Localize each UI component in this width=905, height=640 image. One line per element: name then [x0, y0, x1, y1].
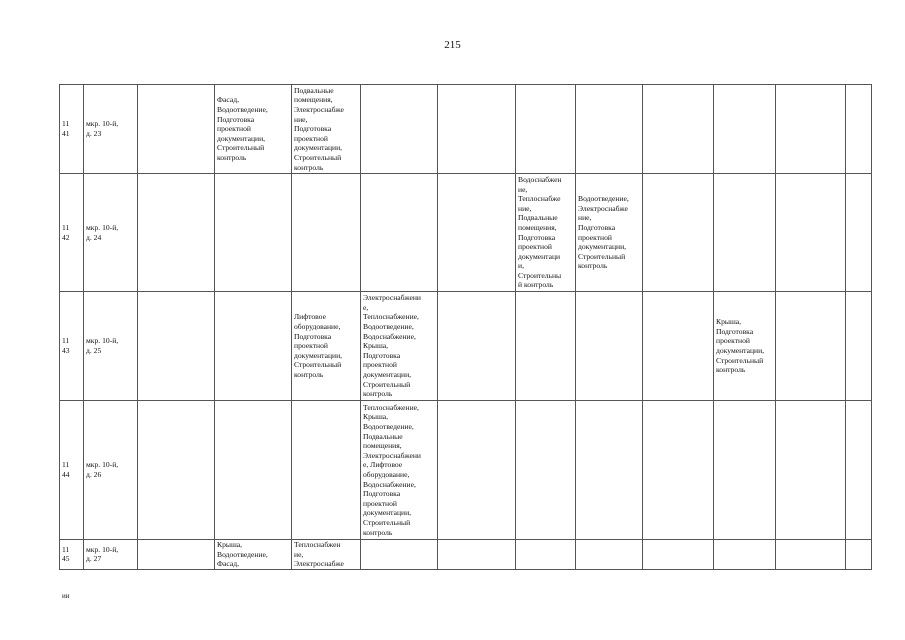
table-row: [60, 85, 872, 174]
work-cell: [776, 401, 846, 540]
work-cell: Водоснабжен ие, Теплоснабже ние, Подвальные помещения, Подготовка проектной документаци и, Строительны й контроль: [516, 174, 576, 292]
work-cell: [846, 540, 872, 570]
work-cell: [292, 174, 361, 292]
page-number: 215: [444, 39, 461, 51]
footer-mark: ии: [62, 592, 70, 600]
work-cell: Электроснабжени e, Теплоснабжение, Водоотведение, Водоснабжение, Крыша, Подготовка проектной документации, Строительный контроль: [361, 292, 438, 401]
work-cell: [438, 85, 516, 174]
work-cell: [576, 401, 643, 540]
work-cell: [516, 292, 576, 401]
work-cell: Теплоснабжен ие, Электроснабже: [292, 540, 361, 570]
work-cell: Крыша, Водоотведение, Фасад,: [215, 540, 292, 570]
work-cell: [292, 401, 361, 540]
work-cell: [138, 85, 215, 174]
table-row: [60, 401, 872, 540]
work-schedule-table: [59, 84, 872, 570]
work-cell: [846, 401, 872, 540]
work-cell: [776, 174, 846, 292]
work-cell: [361, 174, 438, 292]
work-cell: [776, 292, 846, 401]
work-cell: [714, 174, 776, 292]
work-cell: [138, 292, 215, 401]
work-cell: [714, 540, 776, 570]
address-cell: мкр. 10-й, д. 24: [84, 174, 138, 292]
work-cell: [846, 85, 872, 174]
work-cell: Водоотведение, Электроснабже ние, Подготовка проектной документации, Строительный контроль: [576, 174, 643, 292]
work-cell: [361, 85, 438, 174]
table-row: [60, 540, 872, 570]
work-cell: [576, 85, 643, 174]
work-cell: [438, 401, 516, 540]
work-cell: [516, 540, 576, 570]
address-cell: мкр. 10-й, д. 23: [84, 85, 138, 174]
table-row: [60, 292, 872, 401]
work-cell: [714, 85, 776, 174]
row-number: 11 44: [60, 401, 84, 540]
work-cell: [776, 85, 846, 174]
work-cell: [138, 540, 215, 570]
address-cell: мкр. 10-й, д. 27: [84, 540, 138, 570]
table-row: [60, 174, 872, 292]
work-cell: [215, 292, 292, 401]
work-cell: Крыша, Подготовка проектной документации, Строительный контроль: [714, 292, 776, 401]
work-cell: [846, 174, 872, 292]
work-cell: Подвальные помещения, Электроснабже ние, Подготовка проектной документации, Строительный контроль: [292, 85, 361, 174]
work-cell: [438, 174, 516, 292]
row-number: 11 42: [60, 174, 84, 292]
work-cell: Лифтовое оборудование, Подготовка проектной документации, Строительный контроль: [292, 292, 361, 401]
work-cell: [643, 174, 714, 292]
work-cell: [215, 401, 292, 540]
work-cell: [516, 85, 576, 174]
work-cell: [643, 401, 714, 540]
work-cell: [846, 292, 872, 401]
work-cell: [138, 401, 215, 540]
row-number: 11 41: [60, 85, 84, 174]
work-cell: [576, 540, 643, 570]
work-cell: [138, 174, 215, 292]
address-cell: мкр. 10-й, д. 26: [84, 401, 138, 540]
row-number: 11 43: [60, 292, 84, 401]
work-cell: [714, 401, 776, 540]
address-cell: мкр. 10-й, д. 25: [84, 292, 138, 401]
work-cell: [438, 540, 516, 570]
work-cell: [361, 540, 438, 570]
work-cell: [516, 401, 576, 540]
work-cell: [643, 85, 714, 174]
work-cell: Фасад, Водоотведение, Подготовка проектной документации, Строительный контроль: [215, 85, 292, 174]
work-cell: [776, 540, 846, 570]
work-cell: [643, 540, 714, 570]
work-cell: [643, 292, 714, 401]
work-cell: Теплоснабжение, Крыша, Водоотведение, Подвальные помещения, Электроснабжени e, Лифтовое оборудование, Водоснабжение, Подготовка проектной документации, Строительный контроль: [361, 401, 438, 540]
work-cell: [438, 292, 516, 401]
work-cell: [576, 292, 643, 401]
work-cell: [215, 174, 292, 292]
row-number: 11 45: [60, 540, 84, 570]
